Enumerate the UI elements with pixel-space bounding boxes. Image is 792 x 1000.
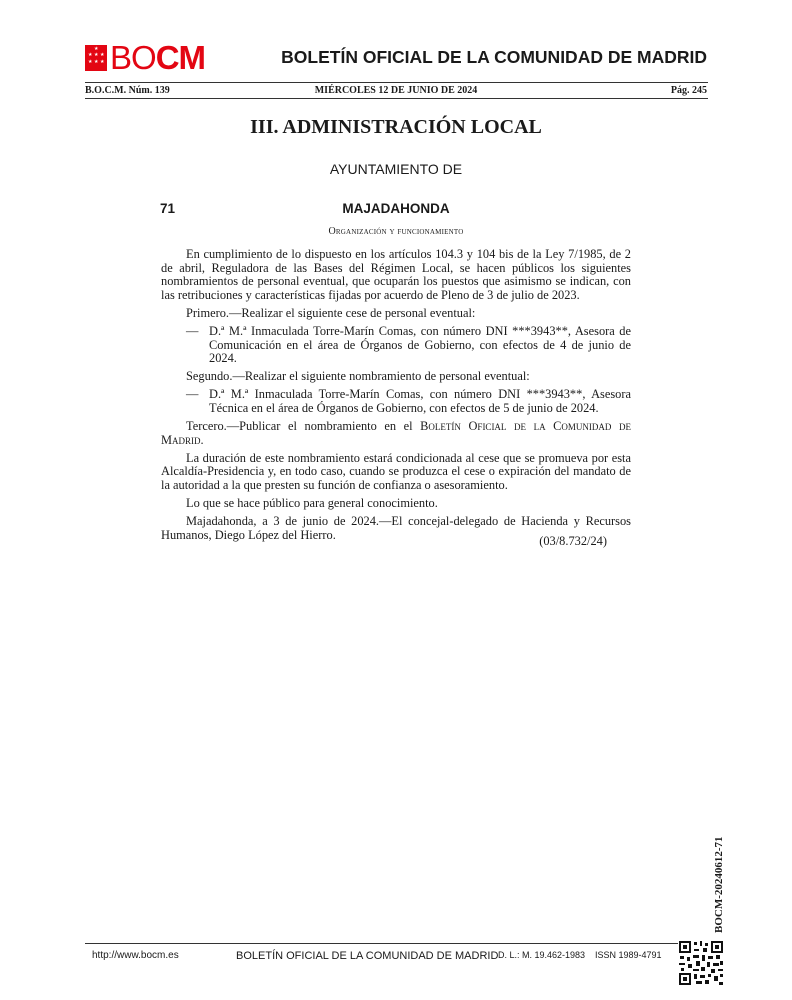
list-item-cese xyxy=(161,325,631,366)
bocm-logo xyxy=(85,39,206,76)
list-item-nombramiento-text: D.ª M.ª Inmaculada Torre-Marín Comas, con número DNI ***3943**, Asesora Técnica en el área de Órganos de Gobierno, con efectos de 5 de junio de 2024. xyxy=(209,387,631,415)
logo-text-light: BO xyxy=(110,39,156,76)
logo-text-bold: CM xyxy=(155,39,206,76)
madrid-flag-icon: ★ ★ ★ ★ ★ ★ ★ xyxy=(85,45,107,71)
announcement-body xyxy=(161,248,631,547)
issue-date: MIÉRCOLES 12 DE JUNIO DE 2024 xyxy=(314,85,478,96)
header-rule xyxy=(85,82,708,83)
qr-code-icon xyxy=(678,940,724,986)
side-code-text: BOCM-20240612-71 xyxy=(713,836,725,933)
paragraph-publico: Lo que se hace público para general conocimiento. xyxy=(186,496,438,510)
announcement-number: 71 xyxy=(160,201,176,216)
header-title: BOLETÍN OFICIAL DE LA COMUNIDAD DE MADRID xyxy=(281,47,707,67)
dash-mark: — xyxy=(186,323,199,338)
tercero-end: . xyxy=(200,432,204,447)
logo-text xyxy=(110,39,206,76)
page-number: Pág. 245 xyxy=(670,85,707,96)
municipality-name: MAJADAHONDA xyxy=(342,201,450,216)
paragraph-duracion: La duración de este nombramiento estará condicionada al cese que se promueva por esta Alcaldía-Presidencia y, en todo caso, cuando se produzca el cese o expiración del mandato de la autoridad a la que presten su función de confianza o asesoramiento. xyxy=(161,450,631,492)
ayuntamiento-label: AYUNTAMIENTO DE xyxy=(329,161,463,177)
footer-rule xyxy=(85,943,680,944)
paragraph-segundo: Segundo.—Realizar el siguiente nombramiento de personal eventual: xyxy=(186,369,530,384)
dash-mark: — xyxy=(186,387,199,402)
tercero-text: Tercero.—Publicar el nombramiento en el xyxy=(186,419,421,434)
paragraph-tercero xyxy=(161,420,631,447)
paragraph-primero: Primero.—Realizar el siguiente cese de personal eventual: xyxy=(186,305,476,320)
section-title: III. ADMINISTRACIÓN LOCAL xyxy=(250,116,542,138)
list-item-cese-text: D.ª M.ª Inmaculada Torre-Marín Comas, con número DNI ***3943**, Asesora de Comunicación en el área de Órganos de Gobierno, con efectos de 4 de junio de 2024. xyxy=(209,323,631,366)
side-code xyxy=(713,828,725,933)
reference-code: (03/8.732/24) xyxy=(539,534,607,548)
paragraph-intro: En cumplimiento de lo dispuesto en los artículos 104.3 y 104 bis de la Ley 7/1985, de 2 de abril, Reguladora de las Bases del Régimen Local, se hacen públicos los siguientes nombramientos de personal eventual, que ocuparán los puestos que asimismo se indican, con las retribuciones y características fijadas por acuerdo de Pleno de 3 de julio de 2023. xyxy=(161,247,631,302)
footer-title: BOLETÍN OFICIAL DE LA COMUNIDAD DE MADRID xyxy=(236,950,499,962)
footer-legal-deposit: D. L.: M. 19.462-1983 xyxy=(498,950,586,960)
boletin-name: Boletín Oficial de la Comunidad de Madrid xyxy=(161,419,631,447)
list-item-nombramiento xyxy=(161,388,631,415)
meta-rule xyxy=(85,98,708,99)
footer-issn: ISSN 1989-4791 xyxy=(595,950,662,960)
footer-url-link[interactable]: http://www.bocm.es xyxy=(92,950,179,961)
issue-number: B.O.C.M. Núm. 139 xyxy=(85,85,170,96)
announcement-subtitle: Organización y funcionamiento xyxy=(328,226,464,237)
paragraph-signature: Majadahonda, a 3 de junio de 2024.—El concejal-delegado de Hacienda y Recursos Humanos, Diego López del Hierro. xyxy=(161,514,631,542)
